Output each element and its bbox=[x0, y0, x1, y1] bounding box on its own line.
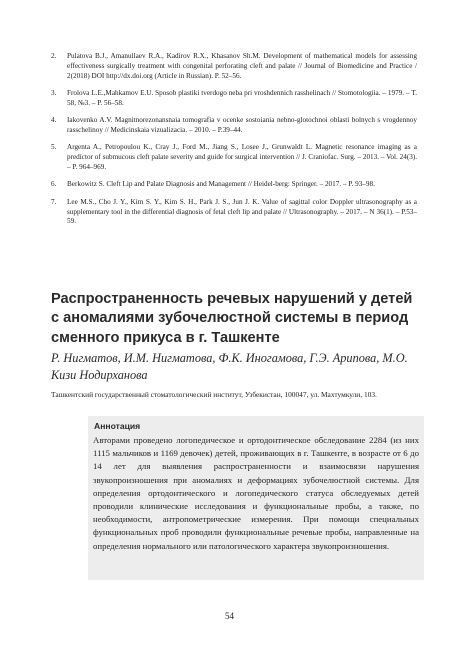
abstract-box bbox=[88, 416, 424, 580]
reference-text: Frolova L.E.,Mahkamov E.U. Sposob plastiki tverdogo neba pri vroshdennich rasshelinach // Stomotologiia. – 1979. – T. 58, №3. – P. 56–58. bbox=[67, 88, 417, 107]
reference-item bbox=[51, 116, 417, 136]
reference-number: 7. bbox=[51, 197, 57, 206]
article-affiliation: Ташкентский государственный стоматологический институт, Узбекистан, 100047, ул. Махтумкули, 103. bbox=[51, 390, 377, 399]
reference-number: 3. bbox=[51, 88, 57, 97]
reference-text: Berkowitz S. Cleft Lip and Palate Diagnosis and Management // Heidel-berg: Springer. – 2017. – P. 93–98. bbox=[67, 180, 375, 189]
article-title: Распространенность речевых нарушений у детей с аномалиями зубочелюстной системы в период сменного прикуса в г. Ташкенте bbox=[51, 291, 413, 346]
reference-item bbox=[51, 52, 417, 81]
reference-number: 4. bbox=[51, 116, 57, 125]
abstract-heading: Аннотация bbox=[94, 421, 141, 431]
reference-item bbox=[51, 180, 417, 190]
reference-item bbox=[51, 143, 417, 172]
reference-number: 6. bbox=[51, 180, 57, 189]
reference-number: 2. bbox=[51, 52, 57, 60]
reference-item bbox=[51, 89, 417, 109]
reference-text: Pulatova B.J., Amanullaev R.A., Kadirov R.X., Khasanov Sh.M. Development of mathematical models for assessing effectiveness surgically treatment with congenital perforating cleft and palate // Journal of Biomedicine and Practice / 2(2018) DOI http://dx.doi.org (Article in Russian). P. 52–56. bbox=[67, 52, 417, 80]
reference-item bbox=[51, 198, 417, 227]
reference-text: Lee M.S., Cho J. Y., Kim S. Y., Kim S. H., Park J. S., Jun J. K. Value of sagittal color Doppler ultrasonography as a supplementary tool in the differential diagnosis of fetal cleft lip and palate // Ultrasonography. – 2017. – N 36(1). – P.53–59. bbox=[67, 197, 417, 226]
reference-list bbox=[51, 52, 417, 235]
reference-text: Iakovenko A.V. Magnitnorezonansnaia tomografia v ocenke sostoiania nebno-glotochnoi oblasti bolnych s vrogdennoy rasschelinoy // Medicinskaia vizualizacia. – 2010. – P.39–44. bbox=[67, 116, 417, 134]
article-authors: Р. Нигматов, И.М. Нигматова, Ф.К. Иногамова, Г.Э. Арипова, М.О. Кизи Нодирханова bbox=[51, 351, 408, 382]
page-number: 54 bbox=[225, 611, 234, 621]
reference-text: Argenta A., Petropoulou K., Cray J., Ford M., Jiang S., Losee J., Grunwaldt L. Magnetic resonance imaging as a predictor of submucous cleft palate severity and guide for surgical intervention // J. Craniofac. Surg. – 2013. – Vol. 24(3). – P. 964–969. bbox=[67, 143, 417, 171]
reference-number: 5. bbox=[51, 143, 57, 152]
abstract-text: Авторами проведено логопедическое и ортодонтическое обследование 2284 (из них 1115 мальчиков и 1169 девочек) детей, проживающих в г. Ташкенте, в возрасте от 6 до 14 лет для выявления распространенности и взаимосвязи нарушения звукопроизношения при аномалиях и деформациях зубочелюстной системы. Для определения ортодонтического и логопедического статуса обследуемых детей проводили клинические исследования и функциональные пробы, а также, по необходимости, антропометрические измерения. При помощи специальных функциональных проб проводили функциональные речевые пробы, направленные на определения нормального или патологического характера звукопроизношения. bbox=[93, 435, 419, 551]
